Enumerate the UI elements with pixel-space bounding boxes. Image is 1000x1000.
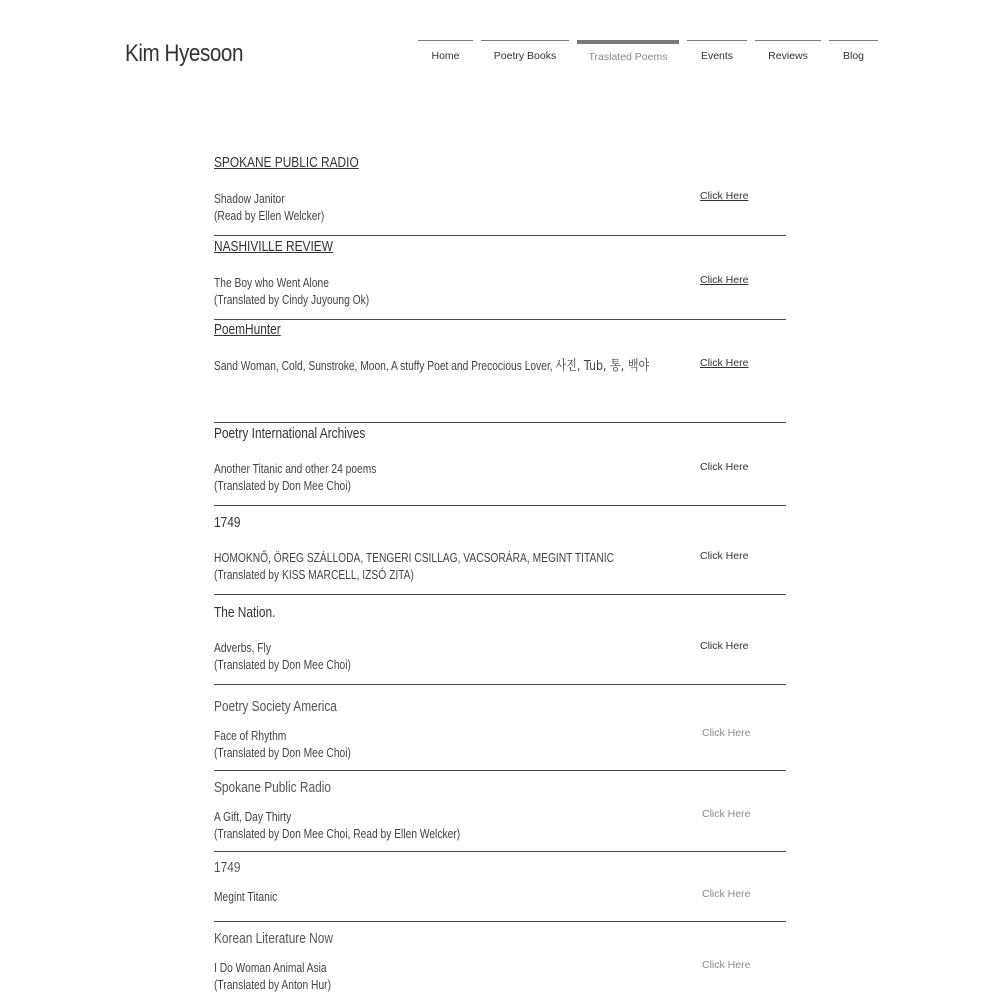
click-here-link[interactable]: Click Here	[702, 959, 751, 971]
entry-divider	[214, 770, 786, 771]
nav-item-translated-poems[interactable]: Traslated Poems	[577, 40, 679, 74]
click-here-link[interactable]: Click Here	[702, 888, 751, 900]
entry-heading-link[interactable]: PoemHunter	[214, 322, 281, 338]
entry-credit: (Translated by Anton Hur)	[214, 978, 331, 992]
main-nav	[0, 40, 1000, 80]
entry-title: Megint Titanic	[214, 890, 278, 904]
entry-divider	[214, 851, 786, 852]
entry-heading: 1749	[214, 860, 241, 876]
entry-divider	[214, 505, 786, 506]
entry-divider	[214, 594, 786, 595]
site-title[interactable]: Kim Hyesoon	[125, 40, 244, 67]
entry-title: I Do Woman Animal Asia	[214, 961, 327, 975]
nav-item-poetry-books[interactable]: Poetry Books	[481, 40, 569, 71]
entry-divider	[214, 921, 786, 922]
click-here-link[interactable]: Click Here	[700, 357, 749, 369]
entry-heading: Spokane Public Radio	[214, 780, 332, 796]
entry-title: The Boy who Went Alone	[214, 276, 329, 290]
entry-divider	[214, 684, 786, 685]
entry-heading: The Nation.	[214, 605, 276, 621]
click-here-link[interactable]: Click Here	[700, 461, 749, 473]
entry-title-korean: 사진, Tub, 통, 백야	[555, 358, 650, 374]
nav-item-blog[interactable]: Blog	[829, 40, 878, 71]
entry-title	[214, 358, 649, 375]
entry-title: A Gift, Day Thirty	[214, 810, 292, 824]
entry-title: Another Titanic and other 24 poems	[214, 462, 377, 476]
entry-title: HOMOKNŐ, ÖREG SZÁLLODA, TENGERI CSILLAG, VACSORÁRA, MEGINT TITANIC	[214, 551, 615, 565]
entry-title-latin: Sand Woman, Cold, Sunstroke, Moon, A stuffy Poet and Precocious Lover,	[214, 359, 553, 373]
entry-divider	[214, 422, 786, 423]
click-here-link[interactable]: Click Here	[700, 274, 749, 286]
entry-title: Face of Rhythm	[214, 729, 287, 743]
entry-heading: Korean Literature Now	[214, 931, 333, 947]
entry-credit: (Translated by KISS MARCELL, IZSÓ ZITA)	[214, 568, 414, 582]
entry-heading: Poetry International Archives	[214, 426, 366, 442]
entry-credit: (Translated by Cindy Juyoung Ok)	[214, 293, 370, 307]
click-here-link[interactable]: Click Here	[702, 727, 751, 739]
entry-divider	[214, 319, 786, 320]
click-here-link[interactable]: Click Here	[700, 550, 749, 562]
nav-item-home[interactable]: Home	[418, 40, 473, 71]
entry-title: Shadow Janitor	[214, 192, 285, 206]
entry-divider	[214, 235, 786, 236]
click-here-link[interactable]: Click Here	[700, 190, 749, 202]
entry-credit: (Read by Ellen Welcker)	[214, 209, 325, 223]
nav-item-reviews[interactable]: Reviews	[755, 40, 821, 71]
nav-item-events[interactable]: Events	[687, 40, 747, 71]
entry-credit: (Translated by Don Mee Choi)	[214, 658, 351, 672]
entry-credit: (Translated by Don Mee Choi, Read by Ellen Welcker)	[214, 827, 461, 841]
entry-heading-link[interactable]: NASHIVILLE REVIEW	[214, 239, 333, 255]
click-here-link[interactable]: Click Here	[702, 808, 751, 820]
entry-credit: (Translated by Don Mee Choi)	[214, 746, 351, 760]
entry-title: Adverbs, Fly	[214, 641, 271, 655]
entry-credit: (Translated by Don Mee Choi)	[214, 479, 351, 493]
entry-heading: 1749	[214, 515, 241, 531]
entry-heading: Poetry Society America	[214, 699, 337, 715]
click-here-link[interactable]: Click Here	[700, 640, 749, 652]
entry-heading-link[interactable]: SPOKANE PUBLIC RADIO	[214, 155, 359, 171]
